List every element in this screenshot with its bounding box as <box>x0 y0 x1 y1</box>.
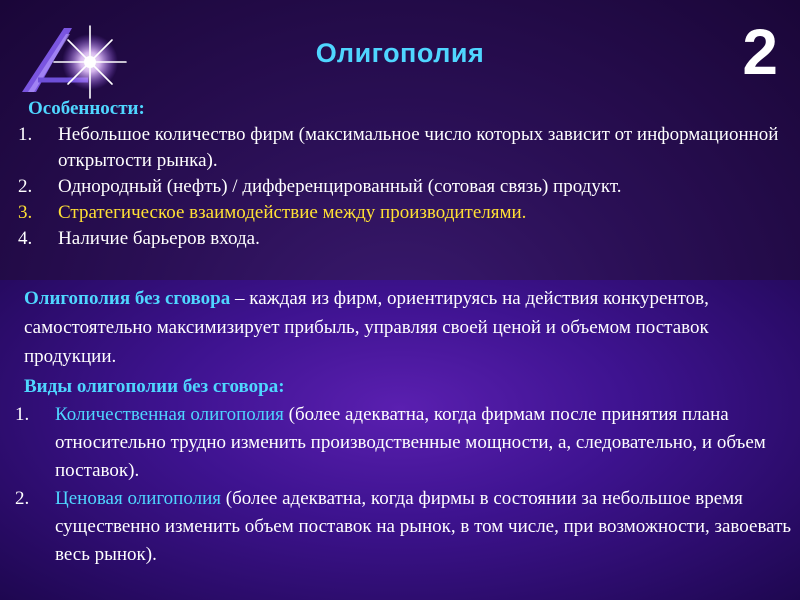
features-section <box>0 96 800 252</box>
types-section <box>0 373 800 569</box>
list-item: 2. Однородный (нефть) / дифференцированный (сотовая связь) продукт. <box>18 176 622 197</box>
list-item: 4. Наличие барьеров входа. <box>18 228 260 249</box>
definition-term: Олигополия без сговора <box>24 288 231 309</box>
type-term: Количественная олигополия <box>55 404 284 425</box>
slide-title: Олигополия <box>315 38 485 68</box>
list-item: 2. Ценовая олигополия (более адекватна, когда фирмы в состоянии за небольшое время существенно изменить объем поставок на рынок, в том числе, при возможности, завоевать весь рынок). <box>15 488 792 565</box>
features-heading: Особенности: <box>28 98 145 119</box>
list-item-highlighted: 3. Стратегическое взаимодействие между производителями. <box>18 202 527 223</box>
slide-number: 2 <box>742 16 778 88</box>
list-item: 1. Количественная олигополия (более адекватна, когда фирмам после принятия плана относительно трудно изменить производственные мощности, а, следовательно, и объем поставок). <box>15 404 766 481</box>
type-term: Ценовая олигополия <box>55 488 221 509</box>
types-heading: Виды олигополии без сговора: <box>24 376 285 397</box>
definition-paragraph <box>24 284 784 371</box>
features-list <box>0 122 800 252</box>
definition-text: – каждая из фирм, ориентируясь на действия конкурентов, самостоятельно максимизирует прибыль, управляя своей ценой и объемом поставок продукции. <box>24 288 709 367</box>
list-item: 1. Небольшое количество фирм (максимальное число которых зависит от информационной открытости рынка). <box>18 124 779 171</box>
types-list <box>0 401 800 569</box>
